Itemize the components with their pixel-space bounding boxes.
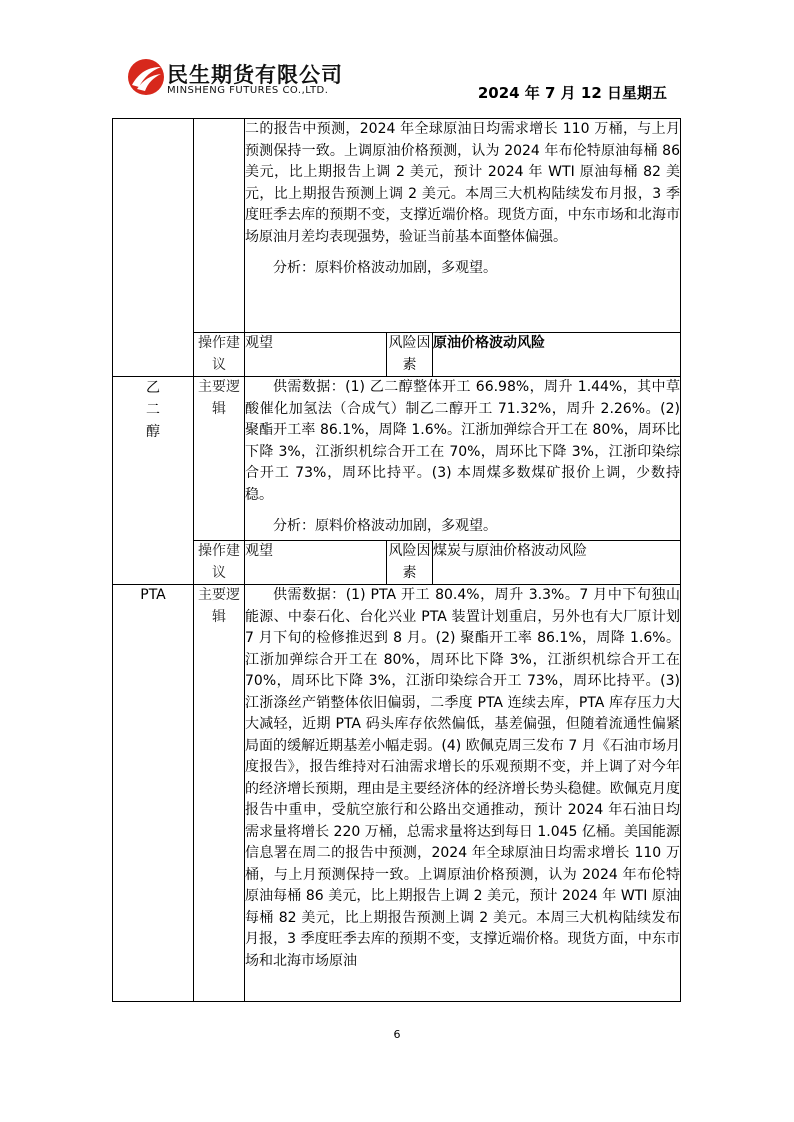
commodity-name: 乙二醇 — [145, 380, 160, 440]
risk-value: 煤炭与原油价格波动风险 — [433, 541, 681, 585]
table-row — [113, 585, 681, 1002]
table-row — [113, 541, 681, 585]
main-logic-text — [245, 377, 681, 541]
analysis-text: 分析：原料价格波动加剧，多观望。 — [273, 260, 497, 276]
logic-paragraph: 供需数据：(1) 乙二醇整体开工 66.98%，周升 1.44%，其中草酸催化加氢法（合成气）制乙二醇开工 71.32%，周升 2.26%。(2) 聚酯开工率 86.1%，周降 1.6%。江浙加弹综合开工在 80%，周环比下降 3%，江浙织机综合开工在 70%，周环比下降 3%，江浙印染综合开工 73%，周环比持平。(3) 本周煤多数煤矿报价上调，少数持稳。 — [245, 379, 680, 503]
ops-value: 观望 — [245, 333, 387, 377]
commodity-cell-pta: PTA — [113, 585, 194, 1002]
risk-label: 风险因素 — [387, 541, 433, 585]
table-row — [113, 377, 681, 541]
risk-value: 原油价格波动风险 — [433, 333, 681, 377]
report-date: 2024 年 7 月 12 日星期五 — [477, 84, 667, 102]
main-logic-label — [194, 119, 245, 333]
commodity-cell — [113, 119, 194, 377]
company-logo — [127, 58, 367, 100]
logic-paragraph: 供需数据：(1) PTA 开工 80.4%，周升 3.3%。7 月中下旬独山能源、中泰石化、台化兴业 PTA 装置计划重启，另外也有大厂原计划 7 月下旬的检修推迟到 8 月。(2) 聚酯开工率 86.1%，周降 1.6%。江浙加弹综合开工在 80%，周环比下降 3%，江浙织机综合开工在 70%，周环比下降 3%，江浙印染综合开工 73%，周环比持平。(3) 江浙涤丝产销整体依旧偏弱，二季度 PTA 连续去库，PTA 库存压力大大减轻，近期 PTA 码头库存依然偏低，基差偏强，但随着流通性偏紧局面的缓解近期基差小幅走弱。(4) 欧佩克周三发布 7 月《石油市场月度报告》，报告维持对石油需求增长的乐观预期不变，并上调了对今年的经济增长预期，理由是主要经济体的经济增长势头稳健。欧佩克月度报告中重申，受航空旅行和公路出交通推动，预计 2024 年石油日均需求量将增长 220 万桶，总需求量将达到每日 1.045 亿桶。美国能源信息署在周二的报告中预测，2024 年全球原油日均需求增长 110 万桶，与上月预测保持一致。上调原油价格预测，认为 2024 年布伦特原油每桶 86 美元，比上期报告上调 2 美元，预计 2024 年 WTI 原油每桶 82 美元，比上期报告预测上调 2 美元。本周三大机构陆续发布月报，3 季度旺季去库的预期不变，支撑近端价格。现货方面，中东市场和北海市场原油 — [245, 587, 680, 969]
strategy-table — [112, 118, 681, 1002]
main-logic-text — [245, 585, 681, 1002]
brand-name-cn: 民生期货有限公司 — [167, 63, 343, 87]
main-logic-label: 主要逻辑 — [194, 377, 245, 541]
page-number: 6 — [393, 1028, 401, 1041]
table-row — [113, 333, 681, 377]
brand-name-en: MINSHENG FUTURES CO.,LTD. — [167, 85, 329, 96]
logic-paragraph: 二的报告中预测，2024 年全球原油日均需求增长 110 万桶，与上月预测保持一致。上调原油价格预测，认为 2024 年布伦特原油每桶 86 美元，比上期报告上调 2 美元，预计 2024 年 WTI 原油每桶 82 美元，比上期报告预测上调 2 美元。本周三大机构陆续发布月报，3 季度旺季去库的预期不变，支撑近端价格。现货方面，中东市场和北海市场原油月差均表现强势，验证当前基本面整体偏强。 — [245, 121, 680, 245]
commodity-cell-eg — [113, 377, 194, 585]
ops-label: 操作建议 — [194, 541, 245, 585]
main-logic-label: 主要逻辑 — [194, 585, 245, 1002]
risk-label: 风险因素 — [387, 333, 433, 377]
analysis-text: 分析：原料价格波动加剧，多观望。 — [273, 518, 497, 534]
minsheng-logo-icon — [127, 58, 165, 96]
main-logic-text — [245, 119, 681, 333]
ops-label-text: 操作建议 — [198, 335, 240, 373]
ops-value: 观望 — [245, 541, 387, 585]
table-row — [113, 119, 681, 333]
ops-label — [194, 333, 245, 377]
